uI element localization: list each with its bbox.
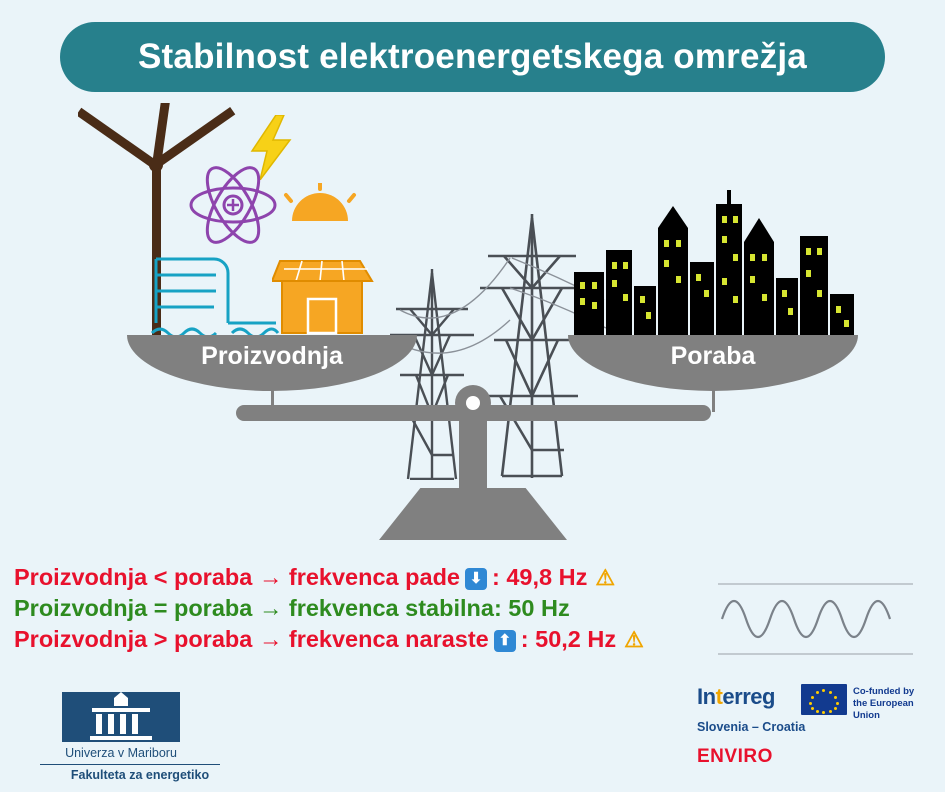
consumption-pan — [568, 335, 858, 391]
faculty-name: Fakulteta za energetiko — [70, 768, 210, 782]
statement-over-production — [14, 624, 714, 655]
cofunded-line-1: Co-funded by — [853, 686, 915, 697]
solar-panel-house-icon — [272, 183, 382, 335]
atom-icon — [185, 157, 281, 253]
eu-flag-icon — [801, 684, 847, 715]
interreg-wordmark — [697, 684, 775, 710]
statement-value-3: : 50,2 Hz — [520, 626, 617, 652]
hydro-dam-icon — [150, 245, 282, 341]
statement-text-2: Proizvodnja = poraba → frekvenca stabilna: 50 Hz — [14, 595, 570, 621]
university-building-icon — [62, 692, 180, 742]
statement-value-1: : 49,8 Hz — [492, 564, 588, 590]
arrow-down-icon: ⬇ — [465, 568, 487, 590]
arrow-up-icon: ⬆ — [494, 630, 516, 652]
university-name: Univerza v Mariboru — [65, 746, 177, 760]
scale-pivot — [455, 385, 491, 421]
logo-divider — [40, 764, 220, 765]
warning-icon: ⚠ — [595, 565, 616, 590]
project-name: ENVIRO — [697, 746, 773, 767]
interreg-suffix: erreg — [722, 684, 775, 709]
statement-balanced — [14, 593, 714, 624]
interreg-prefix: In — [697, 684, 716, 709]
frequency-statements — [14, 562, 714, 655]
eu-cofunding-text — [853, 686, 927, 722]
page-title: Stabilnost elektroenergetskega omrežja — [138, 37, 807, 76]
page-title-banner — [60, 22, 885, 92]
sine-wave-graphic — [718, 580, 913, 658]
statement-under-production — [14, 562, 714, 593]
interreg-logo — [697, 684, 927, 784]
cofunded-line-2: the European Union — [853, 698, 914, 721]
scale-base — [379, 488, 567, 540]
statement-text-1: Proizvodnja < poraba → frekvenca pade — [14, 564, 460, 590]
consumption-pan-label: Poraba — [670, 342, 756, 370]
warning-icon: ⚠ — [624, 627, 644, 652]
production-pan — [127, 335, 417, 391]
city-skyline-icon — [568, 190, 858, 340]
programme-name: Slovenia – Croatia — [697, 720, 806, 734]
interreg-accent: t — [715, 684, 723, 709]
production-pan-label: Proizvodnja — [201, 342, 343, 370]
university-of-maribor-logo — [40, 692, 255, 784]
statement-text-3: Proizvodnja > poraba → frekvenca naraste — [14, 626, 489, 652]
balance-scale-illustration — [0, 95, 945, 555]
